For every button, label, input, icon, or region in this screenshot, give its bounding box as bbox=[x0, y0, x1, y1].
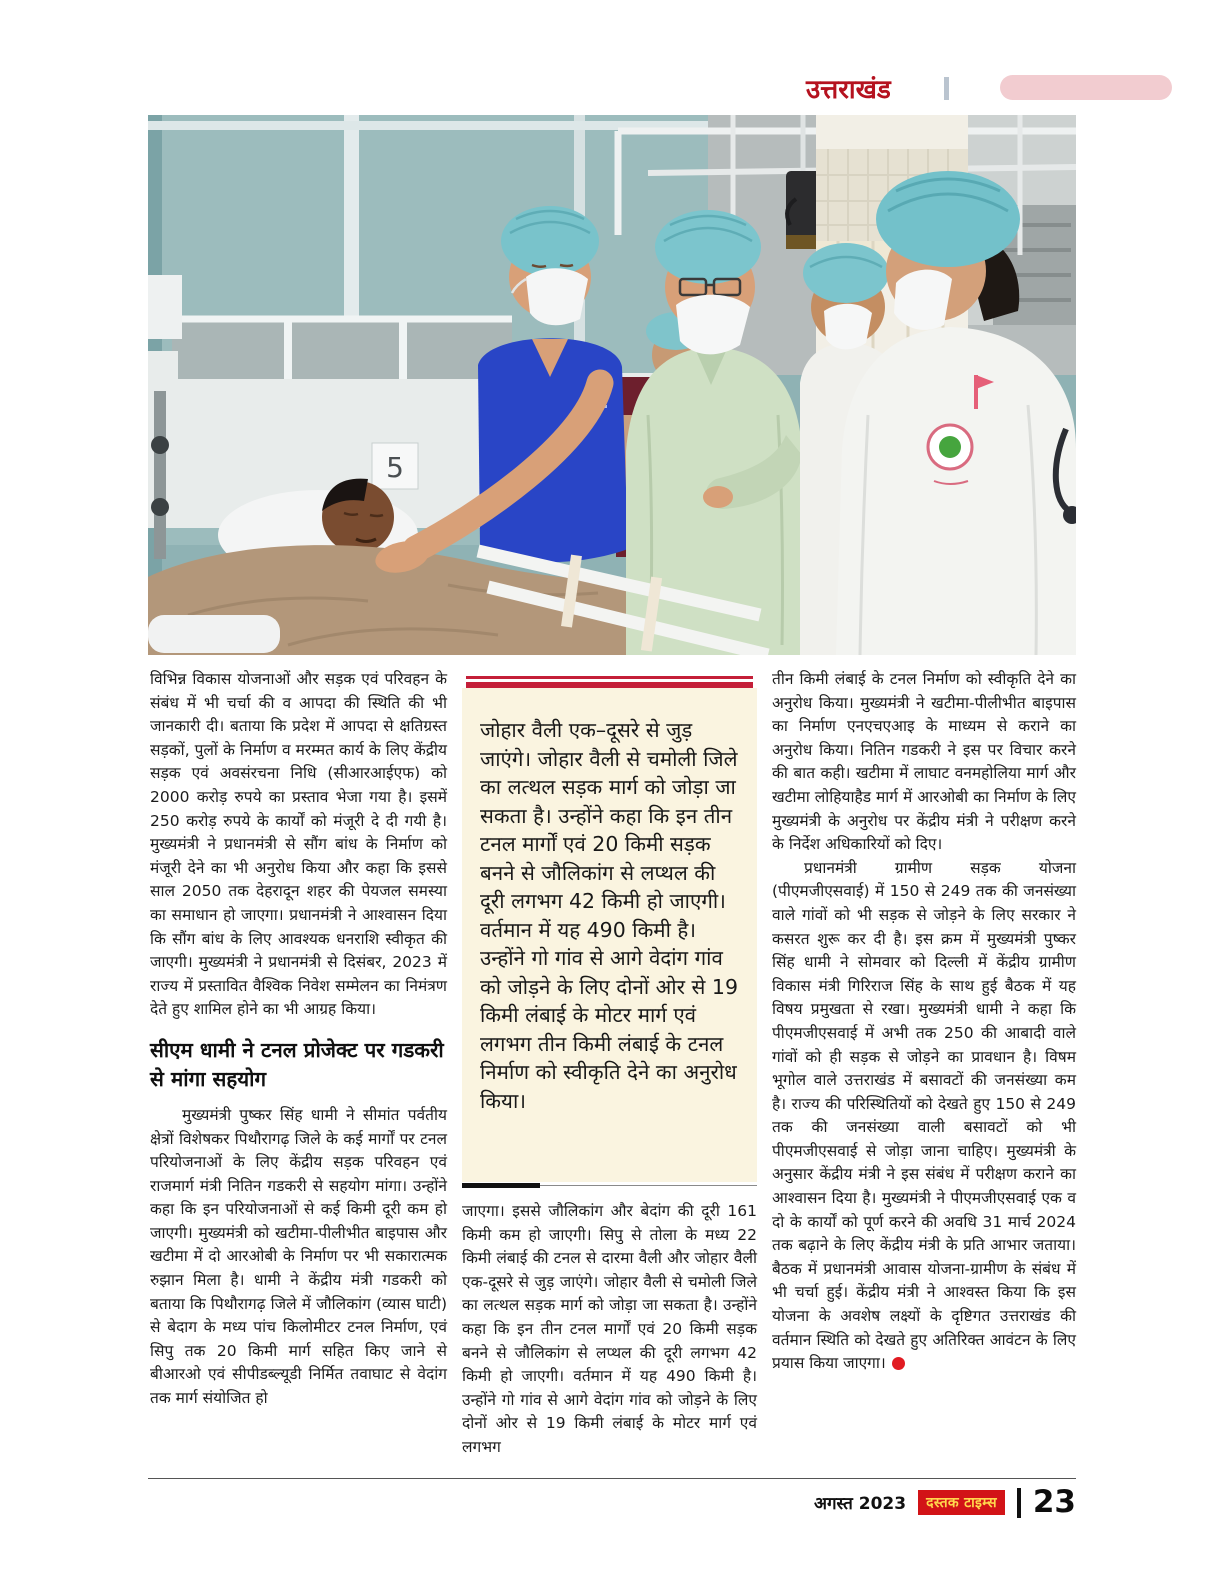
article-photo bbox=[148, 115, 1076, 655]
masthead-pill bbox=[1000, 75, 1172, 100]
end-bullet-icon bbox=[892, 1357, 905, 1370]
section-title: उत्तराखंड bbox=[806, 75, 891, 105]
column-center bbox=[462, 668, 757, 1460]
window bbox=[172, 319, 512, 379]
bed-number: 5 bbox=[386, 451, 404, 484]
bed-number-plate bbox=[372, 443, 418, 489]
body-paragraph: विभिन्न विकास योजनाओं और सड़क एवं परिवहन के संबंध में भी चर्चा की व आपदा की स्थिति की भी जानकारी दी। बताया कि प्रदेश में आपदा से क्षतिग्रस्त सड़कों, पुलों के निर्माण व मरम्मत कार्य के लिए केंद्रीय सड़क एवं अवसंरचना निधि (सीआरआईएफ) को 2000 करोड़ रुपये का प्रस्ताव भेजा गया है। इसमें 250 करोड़ रुपये के कार्यों को मंजूरी दे दी गयी है। मुख्यमंत्री ने प्रधानमंत्री से सौंग बांध के निर्माण को मंजूरी देने का भी अनुरोध किया और कहा कि इससे साल 2050 तक देहरादून शहर की पेयजल समस्या का समाधान हो जाएगा। प्रधानमंत्री ने आश्वासन दिया कि सौंग बांध के लिए आवश्यक धनराशि स्वीकृत की जाएगी। मुख्यमंत्री ने प्रधानमंत्री से दिसंबर, 2023 में राज्य में प्रस्तावित वैश्विक निवेश सम्मेलन का निमंत्रण देते हुए शामिल होने का भी आग्रह किया। bbox=[150, 670, 447, 1019]
body-paragraph: जाएगा। इससे जौलिकांग और बेदांग की दूरी 161 किमी कम हो जाएगी। सिपु से तोला के मध्य 22 किमी लंबाई की टनल से दारमा वैली और जोहार वैली एक-दूसरे से जुड़ जाएंगे। जोहार वैली से चमोली जिले का लत्थल सड़क मार्ग को जोड़ा जा सकता है। उन्होंने कहा कि इन तीन टनल मार्गों एवं 20 किमी सड़क बनने से जौलिकांग से लप्थल की दूरी लगभग 42 किमी हो जाएगी। वर्तमान में यह 490 किमी है। उन्होंने गो गांव से आगे वेदांग गांव को जोड़ने के लिए दोनों ओर से 19 किमी लंबाई के मोटर मार्ग एवं लगभग bbox=[462, 1202, 757, 1456]
body-paragraph bbox=[772, 857, 1076, 1376]
magazine-logo: दस्तक टाइम्स bbox=[918, 1490, 1005, 1515]
pullquote-rule-thin bbox=[466, 676, 753, 679]
page-number: 23 bbox=[1032, 1484, 1076, 1520]
column-left bbox=[150, 668, 447, 1411]
footer bbox=[148, 1484, 1076, 1520]
bed-head-rail bbox=[148, 615, 280, 653]
footer-rule bbox=[148, 1478, 1076, 1479]
pullquote-separator bbox=[462, 1185, 757, 1186]
body-paragraph: तीन किमी लंबाई के टनल निर्माण को स्वीकृति देने का अनुरोध किया। मुख्यमंत्री ने खटीमा-पीलीभीत बाइपास का निर्माण एनएचएआइ के माध्यम से कराने का अनुरोध किया। नितिन गडकरी ने इस पर विचार करने की बात कही। खटीमा में लाघाट वनमहोलिया मार्ग और खटीमा लोहियाहैड मार्ग में आरओबी का निर्माण के लिए मुख्यमंत्री के अनुरोध पर केंद्रीय मंत्री ने परीक्षण करने के निर्देश अधिकारियों को दिए। bbox=[772, 670, 1076, 854]
pullquote-box: जोहार वैली एक–दूसरे से जुड़ जाएंगे। जोहार वैली से चमोली जिले का लत्थल सड़क मार्ग को जोड़ा जा सकता है। उन्होंने कहा कि इन तीन टनल मार्गों एवं 20 किमी सड़क बनने से जौलिकांग से लप्थल की दूरी लगभग 42 किमी हो जाएगी। वर्तमान में यह 490 किमी है। उन्होंने गो गांव से आगे वेदांग गांव को जोड़ने के लिए दोनों ओर से 19 किमी लंबाई के मोटर मार्ग एवं लगभग तीन किमी लंबाई के टनल निर्माण को स्वीकृति देने का अनुरोध किया। bbox=[462, 688, 757, 1182]
paragraph-text: प्रधानमंत्री ग्रामीण सड़क योजना (पीएमजीएसवाई) में 150 से 249 तक की जनसंख्या वाले गांवों को भी सड़क से जोड़ने के लिए सरकार ने कसरत शुरू कर दी है। इस क्रम में मुख्यमंत्री पुष्कर सिंह धामी ने सोमवार को दिल्ली में केंद्रीय ग्रामीण विकास मंत्री गिरिराज सिंह के साथ हुई बैठक में यह विषय प्रमुखता से रखा। मुख्यमंत्री धामी ने कहा कि पीएमजीएसवाई में अभी तक 250 की आबादी वाले गांवों को ही सड़क से जोड़ने का प्रावधान है। विषम भूगोल वाले उत्तराखंड में बसावटों की जनसंख्या कम है। राज्य की परिस्थितियों को देखते हुए 150 से 249 तक की जनसंख्या वाली बसावटों को भी पीएमजीएसवाई से जोड़ा जाना चाहिए। मुख्यमंत्री के अनुसार केंद्रीय मंत्री ने इस संबंध में परीक्षण कराने का आश्वासन दिया है। मुख्यमंत्री ने पीएमजीएसवाई एक व दो के कार्यों को पूर्ण करने की अवधि 31 मार्च 2024 तक बढ़ाने के लिए केंद्रीय मंत्री के प्रति आभार जताया। बैठक में प्रधानमंत्री आवास योजना-ग्रामीण के संबंध में भी चर्चा हुई। केंद्रीय मंत्री ने आश्वस्त किया कि इस योजना के अवशेष लक्ष्यों के दृष्टिगत उत्तराखंड की वर्तमान स्थिति को देखते हुए अतिरिक्त आवंटन के लिए प्रयास किया जाएगा। bbox=[772, 858, 1076, 1373]
footer-divider bbox=[1017, 1488, 1021, 1518]
column-right bbox=[772, 668, 1076, 1376]
masthead-divider bbox=[944, 77, 949, 100]
article-subheading: सीएम धामी ने टनल प्रोजेक्ट पर गडकरी से मांगा सहयोग bbox=[150, 1037, 444, 1091]
issue-date: अगस्त 2023 bbox=[813, 1494, 907, 1514]
hospital-scene-illustration bbox=[148, 115, 1076, 655]
body-paragraph: मुख्यमंत्री पुष्कर सिंह धामी ने सीमांत पर्वतीय क्षेत्रों विशेषकर पिथौरागढ़ जिले के कई मार्गों पर टनल परियोजनाओं के लिए केंद्रीय सड़क परिवहन एवं राजमार्ग मंत्री नितिन गडकरी से सहयोग मांगा। उन्होंने कहा कि इन परियोजनाओं से कई किमी दूरी कम हो जाएगी। मुख्यमंत्री को खटीमा-पीलीभीत बाइपास और खटीमा में दो आरओबी के निर्माण पर भी सकारात्मक रुझान मिला है। धामी ने केंद्रीय मंत्री गडकरी को बताया कि पिथौरागढ़ जिले में जौलिकांग (व्यास घाटी) से बेदाग के मध्य पांच किलोमीटर टनल निर्माण, एवं सिपु तक 20 किमी मार्ग सहित किए जाने से बीआरओ एवं सीपीडब्ल्यूडी निर्मित तवाघाट से वेदांग तक मार्ग संयोजित हो bbox=[150, 1105, 447, 1408]
